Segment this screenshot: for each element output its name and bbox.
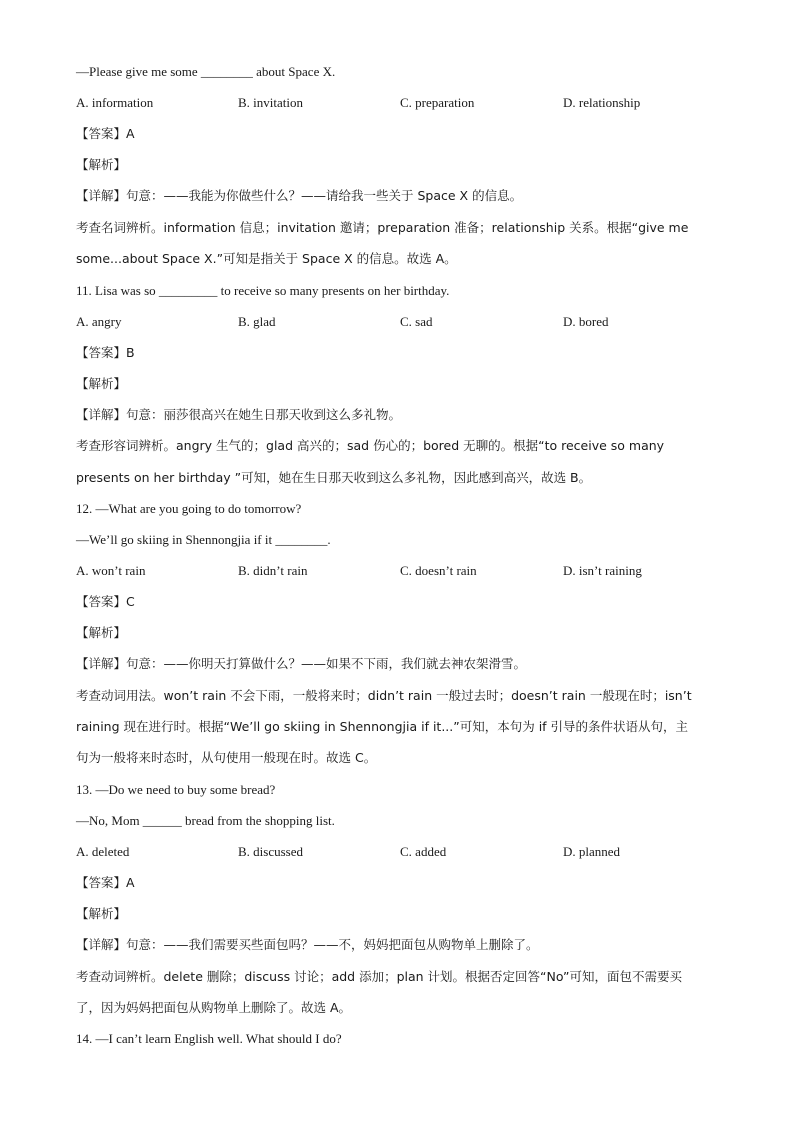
q11-stem: 11. Lisa was so _________ to receive so many presents on her birthday.: [76, 283, 450, 298]
q11-option-c: C. sad: [400, 314, 433, 329]
q11-option-d: D. bored: [563, 314, 609, 329]
q12-explanation-line-1: 考查动词用法。won’t rain 不会下雨，一般将来时；didn’t rain 一般过去时；doesn’t rain 一般现在时；isn’t: [76, 688, 692, 703]
q13-option-b: B. discussed: [238, 844, 303, 859]
q10-option-a: A. information: [76, 95, 154, 110]
q12-stem-line-1: 12. —What are you going to do tomorrow?: [76, 501, 302, 516]
q12-option-b: B. didn’t rain: [238, 563, 308, 578]
q13-explanation-line-1: 考查动词辨析。delete 删除；discuss 讨论；add 添加；plan 计划。根据否定回答“No”可知，面包不需要买: [76, 969, 683, 984]
q12-analysis-label: 【解析】: [76, 625, 127, 640]
q13-explanation-line-2: 了，因为妈妈把面包从购物单上删除了。故选 A。: [76, 1000, 352, 1015]
q11-option-a: A. angry: [76, 314, 122, 329]
q11-explanation-line-1: 考查形容词辨析。angry 生气的；glad 高兴的；sad 伤心的；bored 无聊的。根据“to receive so many: [76, 438, 665, 453]
q12-option-a: A. won’t rain: [76, 563, 146, 578]
q13-stem-line-1: 13. —Do we need to buy some bread?: [76, 782, 276, 797]
q13-stem-line-2: —No, Mom ______ bread from the shopping list.: [76, 813, 335, 828]
q12-explanation-line-3: 句为一般将来时态时，从句使用一般现在时。故选 C。: [76, 750, 377, 765]
q12-option-c: C. doesn’t rain: [400, 563, 477, 578]
q11-option-b: B. glad: [238, 314, 276, 329]
q10-explanation-line-1: 考查名词辨析。information 信息；invitation 邀请；preparation 准备；relationship 关系。根据“give me: [76, 220, 689, 235]
q10-option-c: C. preparation: [400, 95, 475, 110]
q10-option-d: D. relationship: [563, 95, 641, 110]
q10-detail: 【详解】句意：——我能为你做些什么？——请给我一些关于 Space X 的信息。: [76, 188, 523, 203]
q10-analysis-label: 【解析】: [76, 157, 127, 172]
q11-answer: 【答案】B: [76, 345, 135, 360]
q10-explanation-line-2: some...about Space X.”可知是指关于 Space X 的信息。故选 A。: [76, 251, 457, 266]
q12-answer: 【答案】C: [76, 594, 135, 609]
q13-analysis-label: 【解析】: [76, 906, 127, 921]
q10-option-b: B. invitation: [238, 95, 303, 110]
q10-answer: 【答案】A: [76, 126, 135, 141]
q11-analysis-label: 【解析】: [76, 376, 127, 391]
q12-explanation-line-2: raining 现在进行时。根据“We’ll go skiing in Shennongjia if it...”可知，本句为 if 引导的条件状语从句，主: [76, 719, 689, 734]
q11-explanation-line-2: presents on her birthday ”可知，她在生日那天收到这么多礼物，因此感到高兴，故选 B。: [76, 470, 592, 485]
q13-option-c: C. added: [400, 844, 447, 859]
q13-option-a: A. deleted: [76, 844, 130, 859]
q10-stem: —Please give me some ________ about Space X.: [76, 64, 336, 79]
q12-stem-line-2: —We’ll go skiing in Shennongjia if it ________.: [76, 532, 331, 547]
q14-stem: 14. —I can’t learn English well. What should I do?: [76, 1031, 342, 1046]
q11-detail: 【详解】句意：丽莎很高兴在她生日那天收到这么多礼物。: [76, 407, 402, 422]
q12-detail: 【详解】句意：——你明天打算做什么？——如果不下雨，我们就去神农架滑雪。: [76, 656, 527, 671]
q13-detail: 【详解】句意：——我们需要买些面包吗？——不，妈妈把面包从购物单上删除了。: [76, 937, 539, 952]
q13-answer: 【答案】A: [76, 875, 135, 890]
q13-option-d: D. planned: [563, 844, 621, 859]
q12-option-d: D. isn’t raining: [563, 563, 642, 578]
